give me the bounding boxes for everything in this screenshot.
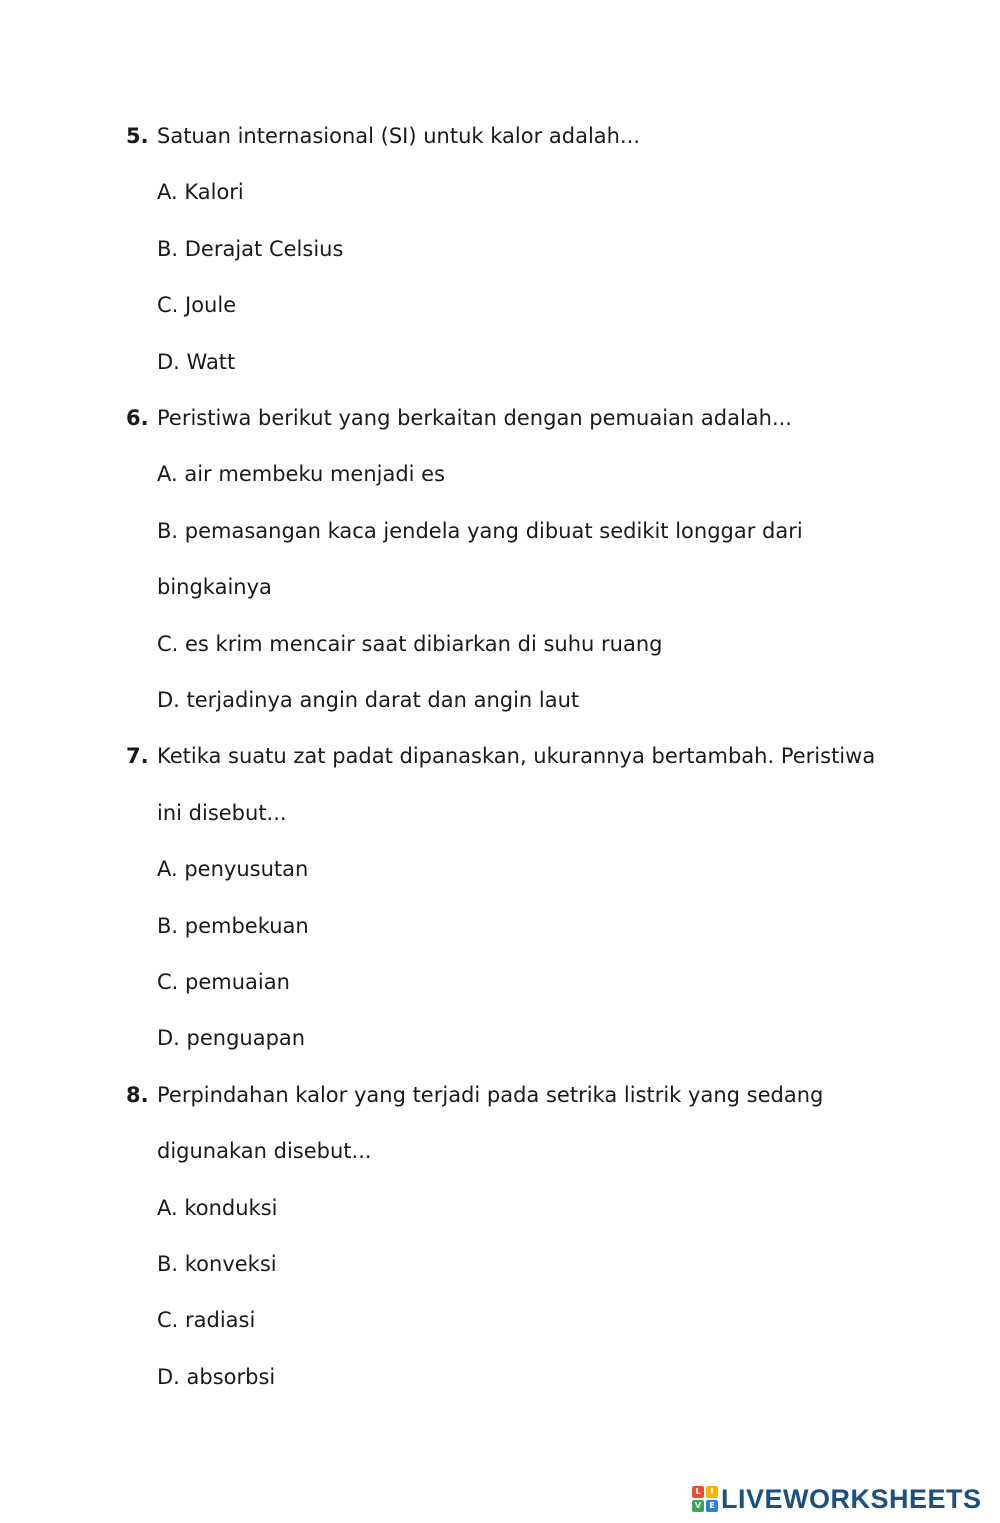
logo-text: LIVEWORKSHEETS bbox=[721, 1483, 982, 1514]
answer-option[interactable]: bingkainya bbox=[157, 575, 272, 600]
answer-option[interactable]: D. absorbsi bbox=[157, 1364, 276, 1389]
answer-option[interactable]: D. Watt bbox=[157, 349, 236, 374]
question-text: ini disebut... bbox=[157, 800, 287, 825]
answer-option[interactable]: B. Derajat Celsius bbox=[157, 236, 344, 261]
logo-square-v: V bbox=[692, 1500, 704, 1512]
logo-square-l: L bbox=[692, 1486, 704, 1498]
answer-option[interactable]: D. terjadinya angin darat dan angin laut bbox=[157, 688, 580, 712]
answer-option[interactable]: C. radiasi bbox=[157, 1308, 256, 1333]
liveworksheets-logo bbox=[692, 1484, 982, 1514]
answer-option[interactable]: B. konveksi bbox=[157, 1252, 277, 1276]
question-text: digunakan disebut... bbox=[157, 1139, 372, 1164]
answer-option[interactable]: C. pemuaian bbox=[157, 970, 290, 994]
question-number: 5. bbox=[126, 124, 149, 148]
question-number: 8. bbox=[126, 1082, 149, 1107]
question-text: Satuan internasional (SI) untuk kalor adalah... bbox=[157, 124, 640, 148]
answer-option[interactable]: D. penguapan bbox=[157, 1026, 306, 1051]
logo-grid-icon bbox=[692, 1486, 718, 1512]
answer-option[interactable]: A. penyusutan bbox=[157, 857, 309, 882]
question-number: 7. bbox=[126, 744, 149, 769]
answer-option[interactable]: A. Kalori bbox=[157, 180, 244, 205]
answer-option[interactable]: B. pembekuan bbox=[157, 913, 309, 938]
question-text: Perpindahan kalor yang terjadi pada setrika listrik yang sedang bbox=[157, 1082, 824, 1107]
logo-square-e: E bbox=[706, 1500, 718, 1512]
question-number: 6. bbox=[126, 406, 149, 430]
answer-option[interactable]: B. pemasangan kaca jendela yang dibuat sedikit longgar dari bbox=[157, 518, 803, 543]
question-text: Ketika suatu zat padat dipanaskan, ukurannya bertambah. Peristiwa bbox=[157, 744, 876, 769]
answer-option[interactable]: C. es krim mencair saat dibiarkan di suhu ruang bbox=[157, 631, 663, 656]
answer-option[interactable]: A. air membeku menjadi es bbox=[157, 462, 446, 487]
question-text: Peristiwa berikut yang berkaitan dengan pemuaian adalah... bbox=[157, 406, 792, 430]
answer-option[interactable]: C. Joule bbox=[157, 293, 237, 318]
answer-option[interactable]: A. konduksi bbox=[157, 1195, 278, 1220]
logo-square-i: I bbox=[706, 1486, 718, 1498]
